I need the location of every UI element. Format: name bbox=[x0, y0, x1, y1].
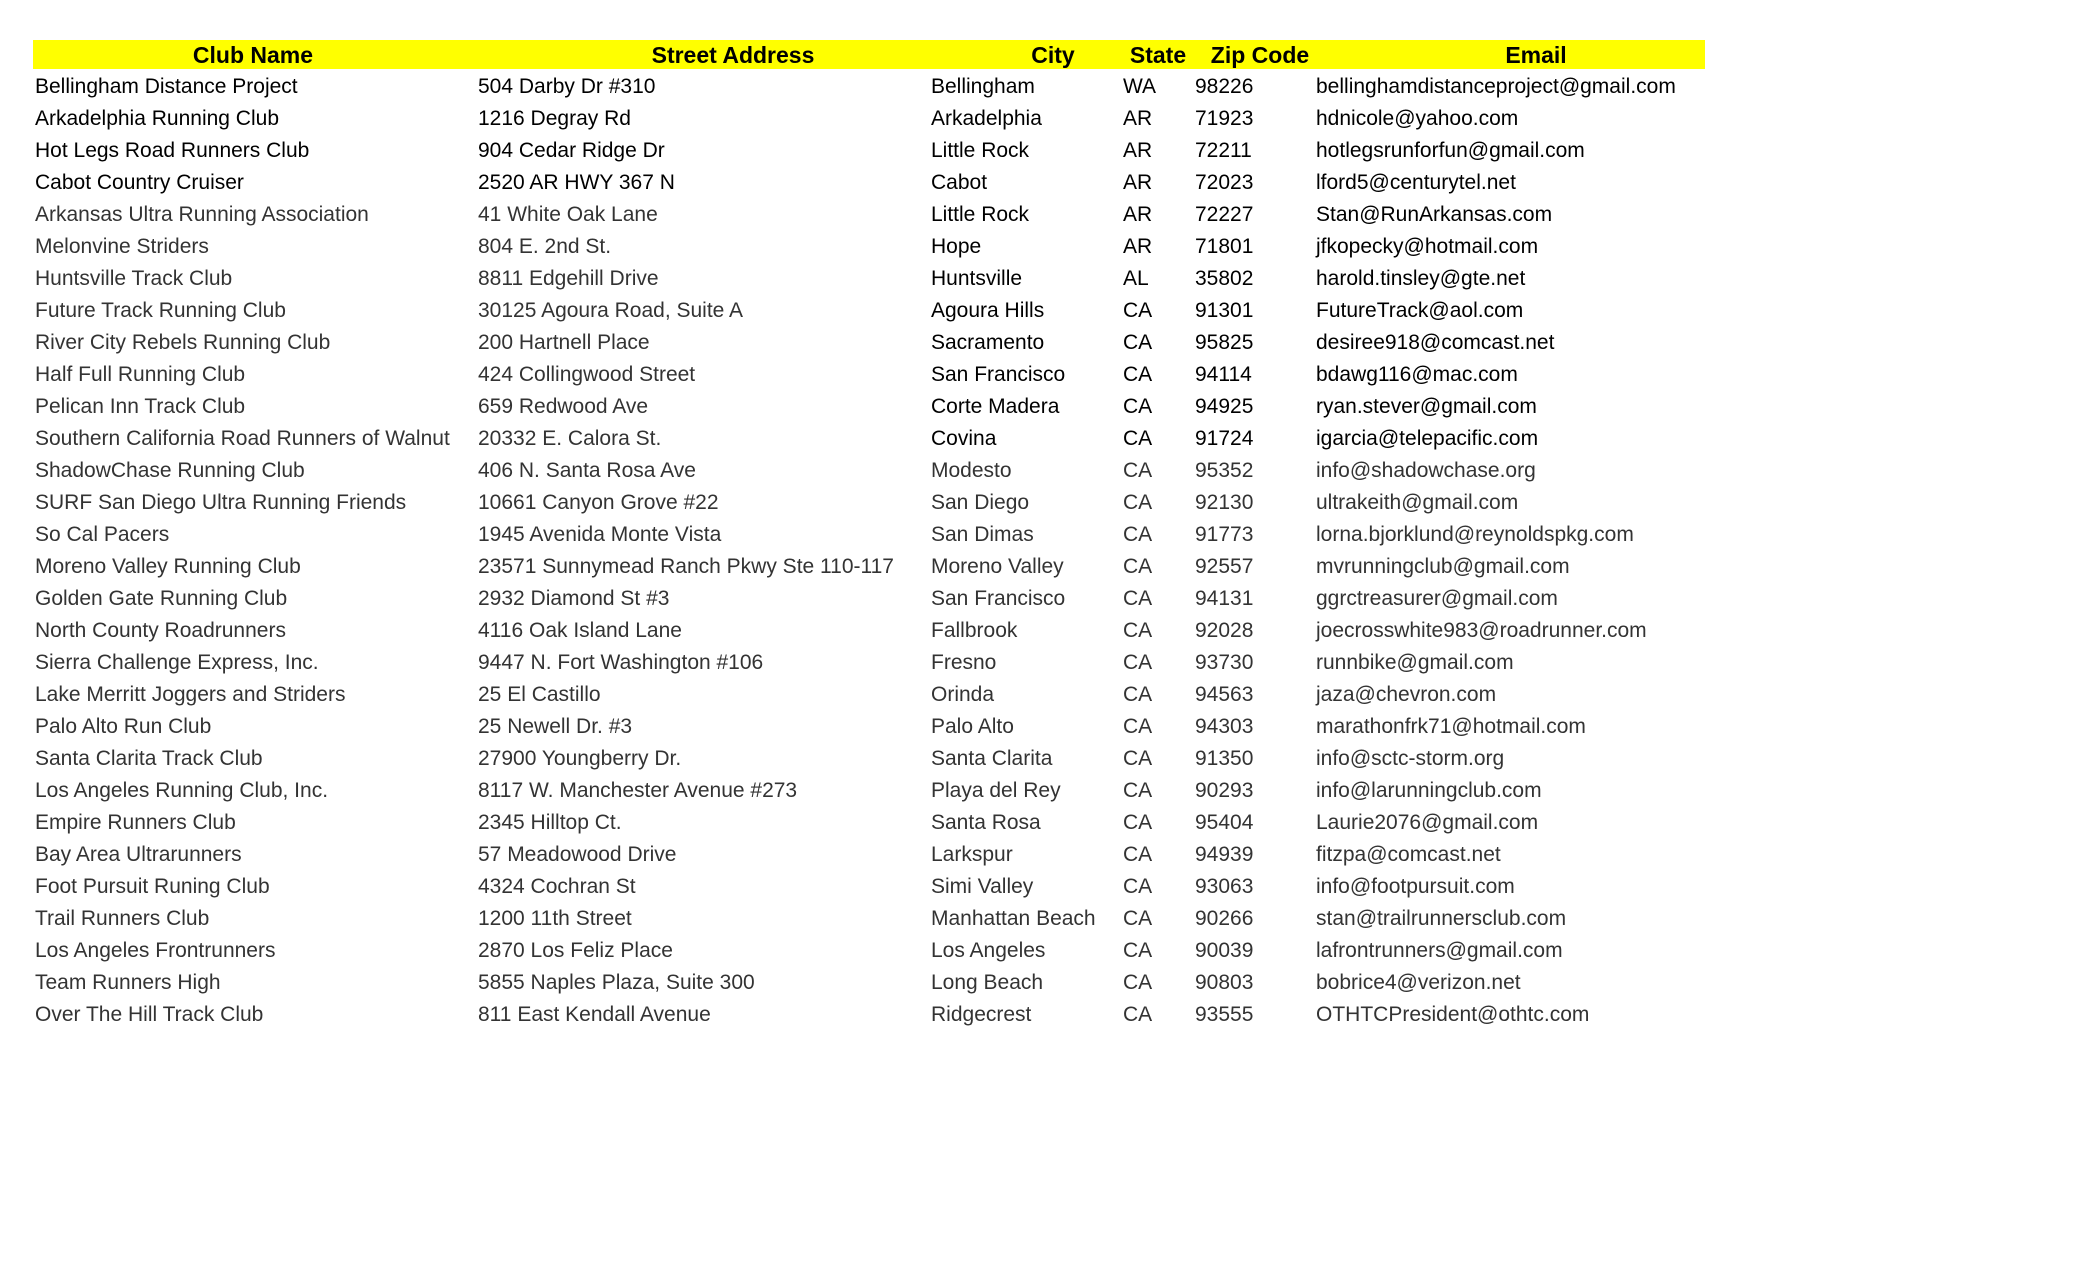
cell-club-name: Southern California Road Runners of Walnut bbox=[35, 427, 450, 450]
cell-state: CA bbox=[1123, 363, 1153, 386]
cell-club-name: Hot Legs Road Runners Club bbox=[35, 139, 310, 162]
table-row bbox=[33, 519, 1705, 551]
cell-club-name: Cabot Country Cruiser bbox=[35, 171, 244, 194]
cell-email: OTHTCPresident@othtc.com bbox=[1316, 1003, 1590, 1026]
table-row bbox=[33, 967, 1705, 999]
cell-city: Santa Clarita bbox=[931, 747, 1053, 770]
cell-club-name: Future Track Running Club bbox=[35, 299, 286, 322]
cell-zip-code: 98226 bbox=[1195, 75, 1254, 98]
cell-zip-code: 92130 bbox=[1195, 491, 1254, 514]
table-row bbox=[33, 231, 1705, 263]
cell-email: desiree918@comcast.net bbox=[1316, 331, 1555, 354]
cell-city: Little Rock bbox=[931, 203, 1030, 226]
table-row bbox=[33, 647, 1705, 679]
cell-city: Moreno Valley bbox=[931, 555, 1064, 578]
cell-club-name: SURF San Diego Ultra Running Friends bbox=[35, 491, 407, 514]
cell-state: CA bbox=[1123, 747, 1153, 770]
cell-city: Fresno bbox=[931, 651, 997, 674]
cell-street-address: 25 Newell Dr. #3 bbox=[478, 715, 633, 738]
cell-zip-code: 93063 bbox=[1195, 875, 1254, 898]
cell-email: hotlegsrunforfun@gmail.com bbox=[1316, 139, 1585, 162]
cell-club-name: Huntsville Track Club bbox=[35, 267, 233, 290]
table-row bbox=[33, 135, 1705, 167]
cell-state: CA bbox=[1123, 843, 1153, 866]
cell-state: CA bbox=[1123, 779, 1153, 802]
cell-club-name: Bay Area Ultrarunners bbox=[35, 843, 242, 866]
cell-state: CA bbox=[1123, 651, 1153, 674]
cell-email: bellinghamdistanceproject@gmail.com bbox=[1316, 75, 1676, 98]
cell-street-address: 4116 Oak Island Lane bbox=[478, 619, 682, 642]
cell-city: Sacramento bbox=[931, 331, 1045, 354]
cell-email: hdnicole@yahoo.com bbox=[1316, 107, 1519, 130]
cell-club-name: Foot Pursuit Runing Club bbox=[35, 875, 270, 898]
cell-zip-code: 72211 bbox=[1195, 139, 1252, 162]
cell-street-address: 1945 Avenida Monte Vista bbox=[478, 523, 722, 546]
cell-zip-code: 94131 bbox=[1195, 587, 1254, 610]
cell-city: Cabot bbox=[931, 171, 988, 194]
cell-zip-code: 91724 bbox=[1195, 427, 1254, 450]
cell-city: San Francisco bbox=[931, 587, 1066, 610]
table-row bbox=[33, 583, 1705, 615]
cell-email: info@larunningclub.com bbox=[1316, 779, 1542, 802]
cell-street-address: 1200 11th Street bbox=[478, 907, 632, 930]
cell-street-address: 406 N. Santa Rosa Ave bbox=[478, 459, 696, 482]
table-row bbox=[33, 775, 1705, 807]
cell-street-address: 25 El Castillo bbox=[478, 683, 601, 706]
cell-zip-code: 94114 bbox=[1195, 363, 1252, 386]
cell-club-name: Palo Alto Run Club bbox=[35, 715, 212, 738]
cell-zip-code: 95404 bbox=[1195, 811, 1254, 834]
cell-state: CA bbox=[1123, 939, 1153, 962]
cell-zip-code: 90293 bbox=[1195, 779, 1254, 802]
cell-email: Stan@RunArkansas.com bbox=[1316, 203, 1553, 226]
cell-zip-code: 71801 bbox=[1195, 235, 1254, 258]
cell-city: San Francisco bbox=[931, 363, 1066, 386]
cell-street-address: 504 Darby Dr #310 bbox=[478, 75, 656, 98]
cell-zip-code: 91301 bbox=[1195, 299, 1254, 322]
cell-email: stan@trailrunnersclub.com bbox=[1316, 907, 1567, 930]
cell-club-name: Los Angeles Frontrunners bbox=[35, 939, 276, 962]
cell-city: Little Rock bbox=[931, 139, 1030, 162]
cell-email: harold.tinsley@gte.net bbox=[1316, 267, 1526, 290]
cell-zip-code: 94303 bbox=[1195, 715, 1254, 738]
cell-email: jaza@chevron.com bbox=[1316, 683, 1497, 706]
table-row bbox=[33, 871, 1705, 903]
table-row bbox=[33, 263, 1705, 295]
cell-street-address: 2345 Hilltop Ct. bbox=[478, 811, 622, 834]
table-row bbox=[33, 295, 1705, 327]
cell-email: lorna.bjorklund@reynoldspkg.com bbox=[1316, 523, 1634, 546]
cell-city: Palo Alto bbox=[931, 715, 1014, 738]
cell-street-address: 804 E. 2nd St. bbox=[478, 235, 612, 258]
cell-city: Covina bbox=[931, 427, 997, 450]
cell-state: CA bbox=[1123, 427, 1153, 450]
cell-city: San Dimas bbox=[931, 523, 1034, 546]
cell-state: AR bbox=[1123, 139, 1153, 162]
cell-email: bobrice4@verizon.net bbox=[1316, 971, 1521, 994]
cell-state: CA bbox=[1123, 491, 1153, 514]
cell-club-name: Arkansas Ultra Running Association bbox=[35, 203, 369, 226]
cell-street-address: 8811 Edgehill Drive bbox=[478, 267, 659, 290]
cell-state: CA bbox=[1123, 907, 1153, 930]
table-row bbox=[33, 391, 1705, 423]
cell-state: CA bbox=[1123, 1003, 1153, 1026]
cell-street-address: 8117 W. Manchester Avenue #273 bbox=[478, 779, 798, 802]
cell-city: Modesto bbox=[931, 459, 1012, 482]
table-row bbox=[33, 423, 1705, 455]
cell-state: CA bbox=[1123, 683, 1153, 706]
cell-club-name: Lake Merritt Joggers and Striders bbox=[35, 683, 346, 706]
cell-city: San Diego bbox=[931, 491, 1030, 514]
cell-club-name: Los Angeles Running Club, Inc. bbox=[35, 779, 329, 802]
cell-zip-code: 72023 bbox=[1195, 171, 1254, 194]
cell-club-name: Melonvine Striders bbox=[35, 235, 209, 258]
cell-city: Corte Madera bbox=[931, 395, 1060, 418]
header-email: Email bbox=[1505, 42, 1567, 68]
club-table bbox=[33, 40, 1705, 1031]
cell-state: WA bbox=[1123, 75, 1157, 98]
table-row bbox=[33, 167, 1705, 199]
table-row bbox=[33, 999, 1705, 1031]
cell-city: Playa del Rey bbox=[931, 779, 1061, 802]
cell-street-address: 2520 AR HWY 367 N bbox=[478, 171, 675, 194]
cell-state: CA bbox=[1123, 299, 1153, 322]
cell-email: igarcia@telepacific.com bbox=[1316, 427, 1539, 450]
cell-zip-code: 95352 bbox=[1195, 459, 1254, 482]
cell-state: AR bbox=[1123, 235, 1153, 258]
header-state: State bbox=[1129, 42, 1187, 68]
cell-zip-code: 95825 bbox=[1195, 331, 1254, 354]
cell-club-name: River City Rebels Running Club bbox=[35, 331, 331, 354]
cell-email: info@footpursuit.com bbox=[1316, 875, 1515, 898]
cell-zip-code: 92028 bbox=[1195, 619, 1254, 642]
table-row bbox=[33, 327, 1705, 359]
cell-street-address: 904 Cedar Ridge Dr bbox=[478, 139, 665, 162]
cell-email: info@shadowchase.org bbox=[1316, 459, 1536, 482]
cell-email: lford5@centurytel.net bbox=[1316, 171, 1516, 194]
table-row bbox=[33, 551, 1705, 583]
cell-state: AR bbox=[1123, 203, 1153, 226]
cell-club-name: Trail Runners Club bbox=[35, 907, 210, 930]
cell-zip-code: 35802 bbox=[1195, 267, 1254, 290]
cell-zip-code: 71923 bbox=[1195, 107, 1254, 130]
cell-street-address: 2870 Los Feliz Place bbox=[478, 939, 673, 962]
cell-zip-code: 72227 bbox=[1195, 203, 1254, 226]
cell-zip-code: 94925 bbox=[1195, 395, 1254, 418]
cell-state: CA bbox=[1123, 619, 1153, 642]
table-row bbox=[33, 711, 1705, 743]
cell-club-name: Over The Hill Track Club bbox=[35, 1003, 264, 1026]
cell-street-address: 2932 Diamond St #3 bbox=[478, 587, 670, 610]
cell-city: Arkadelphia bbox=[931, 107, 1042, 130]
cell-street-address: 4324 Cochran St bbox=[478, 875, 636, 898]
cell-city: Bellingham bbox=[931, 75, 1035, 98]
cell-club-name: Arkadelphia Running Club bbox=[35, 107, 279, 130]
cell-city: Larkspur bbox=[931, 843, 1013, 866]
cell-city: Long Beach bbox=[931, 971, 1044, 994]
cell-email: ultrakeith@gmail.com bbox=[1316, 491, 1519, 514]
cell-zip-code: 91773 bbox=[1195, 523, 1254, 546]
cell-state: CA bbox=[1123, 523, 1153, 546]
cell-club-name: So Cal Pacers bbox=[35, 523, 170, 546]
cell-city: Hope bbox=[931, 235, 982, 258]
cell-email: mvrunningclub@gmail.com bbox=[1316, 555, 1570, 578]
cell-club-name: Team Runners High bbox=[35, 971, 221, 994]
cell-email: bdawg116@mac.com bbox=[1316, 363, 1518, 386]
table-row bbox=[33, 455, 1705, 487]
cell-city: Agoura Hills bbox=[931, 299, 1045, 322]
cell-email: Laurie2076@gmail.com bbox=[1316, 811, 1539, 834]
cell-club-name: Sierra Challenge Express, Inc. bbox=[35, 651, 319, 674]
cell-state: CA bbox=[1123, 459, 1153, 482]
table-row bbox=[33, 359, 1705, 391]
cell-street-address: 10661 Canyon Grove #22 bbox=[478, 491, 719, 514]
table-row bbox=[33, 71, 1705, 103]
header-city: City bbox=[1031, 42, 1075, 68]
cell-state: CA bbox=[1123, 971, 1153, 994]
cell-club-name: North County Roadrunners bbox=[35, 619, 286, 642]
cell-club-name: Moreno Valley Running Club bbox=[35, 555, 301, 578]
cell-street-address: 23571 Sunnymead Ranch Pkwy Ste 110-117 bbox=[478, 555, 894, 578]
cell-street-address: 1216 Degray Rd bbox=[478, 107, 631, 130]
cell-state: AR bbox=[1123, 107, 1153, 130]
table-row bbox=[33, 935, 1705, 967]
header-street-address: Street Address bbox=[651, 42, 815, 68]
cell-email: joecrosswhite983@roadrunner.com bbox=[1316, 619, 1647, 642]
table-row bbox=[33, 487, 1705, 519]
cell-state: CA bbox=[1123, 395, 1153, 418]
cell-street-address: 41 White Oak Lane bbox=[478, 203, 658, 226]
cell-zip-code: 94939 bbox=[1195, 843, 1254, 866]
cell-zip-code: 94563 bbox=[1195, 683, 1254, 706]
cell-email: runnbike@gmail.com bbox=[1316, 651, 1514, 674]
cell-street-address: 27900 Youngberry Dr. bbox=[478, 747, 682, 770]
table-body bbox=[33, 71, 1705, 1031]
cell-club-name: Empire Runners Club bbox=[35, 811, 236, 834]
cell-email: fitzpa@comcast.net bbox=[1316, 843, 1501, 866]
cell-email: ryan.stever@gmail.com bbox=[1316, 395, 1537, 418]
cell-state: CA bbox=[1123, 555, 1153, 578]
cell-city: Ridgecrest bbox=[931, 1003, 1032, 1026]
cell-street-address: 424 Collingwood Street bbox=[478, 363, 696, 386]
cell-street-address: 200 Hartnell Place bbox=[478, 331, 650, 354]
table-row bbox=[33, 679, 1705, 711]
table-row bbox=[33, 839, 1705, 871]
cell-club-name: Half Full Running Club bbox=[35, 363, 246, 386]
cell-state: AR bbox=[1123, 171, 1153, 194]
cell-street-address: 659 Redwood Ave bbox=[478, 395, 649, 418]
cell-state: CA bbox=[1123, 587, 1153, 610]
cell-club-name: ShadowChase Running Club bbox=[35, 459, 305, 482]
cell-state: CA bbox=[1123, 811, 1153, 834]
cell-street-address: 20332 E. Calora St. bbox=[478, 427, 662, 450]
cell-zip-code: 93555 bbox=[1195, 1003, 1254, 1026]
table-row bbox=[33, 807, 1705, 839]
cell-zip-code: 93730 bbox=[1195, 651, 1254, 674]
header-club-name: Club Name bbox=[192, 42, 314, 68]
cell-city: Orinda bbox=[931, 683, 995, 706]
cell-zip-code: 90266 bbox=[1195, 907, 1254, 930]
cell-club-name: Pelican Inn Track Club bbox=[35, 395, 246, 418]
cell-zip-code: 91350 bbox=[1195, 747, 1254, 770]
cell-state: CA bbox=[1123, 331, 1153, 354]
table-row bbox=[33, 903, 1705, 935]
cell-email: jfkopecky@hotmail.com bbox=[1316, 235, 1539, 258]
table-row bbox=[33, 199, 1705, 231]
cell-state: CA bbox=[1123, 715, 1153, 738]
cell-street-address: 5855 Naples Plaza, Suite 300 bbox=[478, 971, 755, 994]
cell-city: Simi Valley bbox=[931, 875, 1034, 898]
cell-city: Huntsville bbox=[931, 267, 1023, 290]
cell-club-name: Golden Gate Running Club bbox=[35, 587, 288, 610]
cell-city: Santa Rosa bbox=[931, 811, 1041, 834]
header-zip-code: Zip Code bbox=[1210, 42, 1310, 68]
cell-email: info@sctc-storm.org bbox=[1316, 747, 1505, 770]
cell-email: ggrctreasurer@gmail.com bbox=[1316, 587, 1558, 610]
cell-street-address: 9447 N. Fort Washington #106 bbox=[478, 651, 764, 674]
cell-street-address: 57 Meadowood Drive bbox=[478, 843, 677, 866]
cell-state: AL bbox=[1123, 267, 1149, 290]
cell-zip-code: 90803 bbox=[1195, 971, 1254, 994]
cell-state: CA bbox=[1123, 875, 1153, 898]
cell-street-address: 30125 Agoura Road, Suite A bbox=[478, 299, 744, 322]
cell-club-name: Santa Clarita Track Club bbox=[35, 747, 263, 770]
cell-club-name: Bellingham Distance Project bbox=[35, 75, 298, 98]
table-row bbox=[33, 615, 1705, 647]
cell-email: lafrontrunners@gmail.com bbox=[1316, 939, 1563, 962]
cell-street-address: 811 East Kendall Avenue bbox=[478, 1003, 711, 1026]
cell-email: FutureTrack@aol.com bbox=[1316, 299, 1524, 322]
cell-zip-code: 90039 bbox=[1195, 939, 1254, 962]
table-row bbox=[33, 103, 1705, 135]
cell-city: Fallbrook bbox=[931, 619, 1018, 642]
table-header-row bbox=[33, 40, 1705, 69]
cell-city: Manhattan Beach bbox=[931, 907, 1096, 930]
cell-zip-code: 92557 bbox=[1195, 555, 1254, 578]
cell-city: Los Angeles bbox=[931, 939, 1046, 962]
table-row bbox=[33, 743, 1705, 775]
cell-email: marathonfrk71@hotmail.com bbox=[1316, 715, 1586, 738]
